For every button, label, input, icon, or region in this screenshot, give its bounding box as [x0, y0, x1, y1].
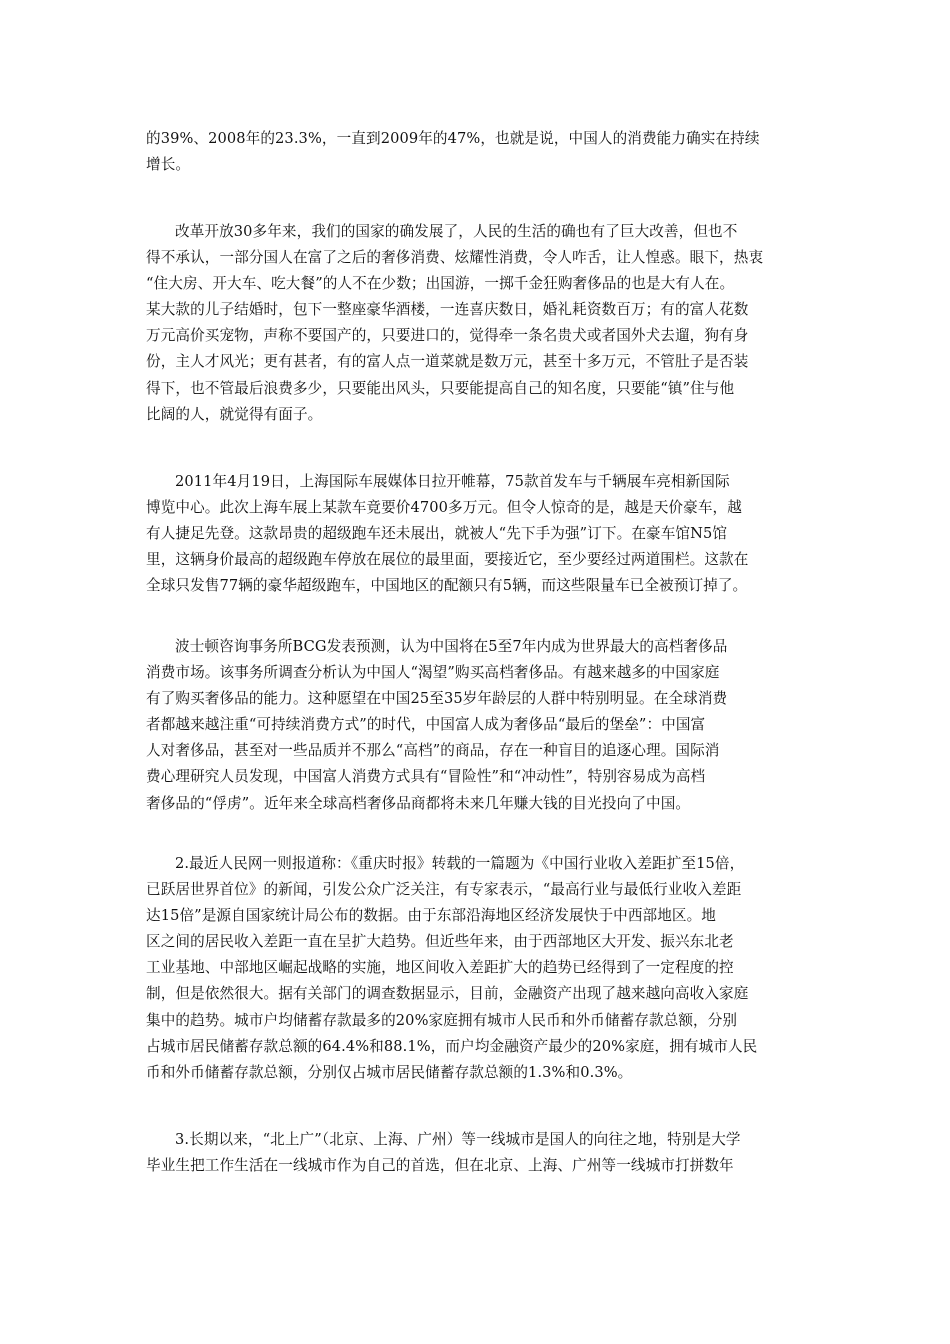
text-line: 有了购买奢侈品的能力。这种愿望在中国25至35岁年龄层的人群中特别明显。在全球消费 — [146, 690, 728, 708]
paragraph-consumption-growth — [146, 126, 826, 178]
text-line: 3.长期以来，“北上广”（北京、上海、广州）等一线城市是国人的向往之地，特别是大学 — [175, 1131, 741, 1148]
text-line: 有人捷足先登。这款昂贵的超级跑车还未展出，就被人“先下手为强”订下。在豪车馆N5馆 — [146, 525, 728, 543]
text-line: 奢侈品的“俘虏”。近年来全球高档奢侈品商都将未来几年赚大钱的目光投向了中国。 — [146, 794, 691, 812]
text-line: 者都越来越注重“可持续消费方式”的时代，中国富人成为奢侈品“最后的堡垒”：中国富 — [146, 716, 706, 734]
text-line: 某大款的儿子结婚时，包下一整座豪华酒楼，一连喜庆数日，婚礼耗资数百万；有的富人花数 — [146, 301, 749, 319]
text-line: 区之间的居民收入差距一直在呈扩大趋势。但近些年来，由于西部地区大开发、振兴东北老 — [146, 933, 734, 951]
text-line: 得不承认，一部分国人在富了之后的奢侈消费、炫耀性消费，令人咋舌，让人惶惑。眼下，热衷 — [146, 249, 764, 267]
text-line: 消费市场。该事务所调查分析认为中国人“渴望”购买高档奢侈品。有越来越多的中国家庭 — [146, 664, 720, 682]
text-line: 比阔的人，就觉得有面子。 — [146, 405, 323, 423]
text-line: 博览中心。此次上海车展上某款车竟要价4700多万元。但令人惊奇的是，越是天价豪车，越 — [146, 499, 742, 517]
text-line: 达15倍”是源自国家统计局公布的数据。由于东部沿海地区经济发展快于中西部地区。地 — [146, 907, 717, 925]
text-line: 万元高价买宠物，声称不要国产的，只要进口的，觉得牵一条名贵犬或者国外犬去遛，狗有身 — [146, 327, 749, 345]
paragraph-luxury-consumption — [146, 219, 826, 428]
text-line: 2011年4月19日，上海国际车展媒体日拉开帷幕，75款首发车与千辆展车亮相新国际 — [175, 473, 730, 490]
text-line: 波士顿咨询事务所BCG发表预测，认为中国将在5至7年内成为世界最大的高档奢侈品 — [175, 638, 728, 655]
text-line: “住大房、开大车、吃大餐”的人不在少数；出国游，一掷千金狂购奢侈品的也是大有人在。 — [146, 275, 735, 293]
text-line: 得下，也不管最后浪费多少，只要能出风头，只要能提高自己的知名度，只要能“镇”住与他 — [146, 379, 735, 397]
text-line: 币和外币储蓄存款总额，分别仅占城市居民储蓄存款总额的1.3%和0.3%。 — [146, 1063, 633, 1081]
text-line: 占城市居民储蓄存款总额的64.4%和88.1%，而户均金融资产最少的20%家庭，拥有城市人民 — [146, 1037, 758, 1055]
text-line: 增长。 — [146, 156, 191, 174]
text-line: 全球只发售77辆的豪华超级跑车，中国地区的配额只有5辆，而这些限量车已全被预订掉了。 — [146, 577, 748, 595]
paragraph-auto-show — [146, 469, 826, 599]
text-line: 2.最近人民网一则报道称：《重庆时报》转载的一篇题为《中国行业收入差距扩至15倍， — [175, 855, 745, 872]
text-line: 人对奢侈品，甚至对一些品质并不那么“高档”的商品，存在一种盲目的追逐心理。国际消 — [146, 742, 720, 760]
text-line: 毕业生把工作生活在一线城市作为自己的首选，但在北京、上海、广州等一线城市打拼数年 — [146, 1157, 734, 1175]
text-line: 的39%、2008年的23.3%，一直到2009年的47%，也就是说，中国人的消费能力确实在持续 — [146, 130, 760, 147]
paragraph-first-tier-cities — [146, 1127, 826, 1179]
text-line: 份，主人才风光；更有甚者，有的富人点一道菜就是数万元，甚至十多万元，不管肚子是否装 — [146, 353, 749, 371]
text-line: 集中的趋势。城市户均储蓄存款最多的20%家庭拥有城市人民币和外币储蓄存款总额，分别 — [146, 1011, 738, 1029]
paragraph-income-gap — [146, 851, 826, 1086]
text-line: 改革开放30多年来，我们的国家的确发展了，人民的生活的确也有了巨大改善，但也不 — [175, 223, 738, 240]
text-line: 制，但是依然很大。据有关部门的调查数据显示，目前，金融资产出现了越来越向高收入家庭 — [146, 985, 749, 1003]
text-line: 里，这辆身价最高的超级跑车停放在展位的最里面，要接近它，至少要经过两道围栏。这款在 — [146, 551, 749, 569]
text-line: 费心理研究人员发现，中国富人消费方式具有“冒险性”和“冲动性”，特别容易成为高档 — [146, 768, 706, 786]
text-line: 已跃居世界首位》的新闻，引发公众广泛关注，有专家表示，“最高行业与最低行业收入差距 — [146, 881, 742, 899]
paragraph-bcg-forecast — [146, 634, 826, 817]
text-line: 工业基地、中部地区崛起战略的实施，地区间收入差距扩大的趋势已经得到了一定程度的控 — [146, 959, 734, 977]
